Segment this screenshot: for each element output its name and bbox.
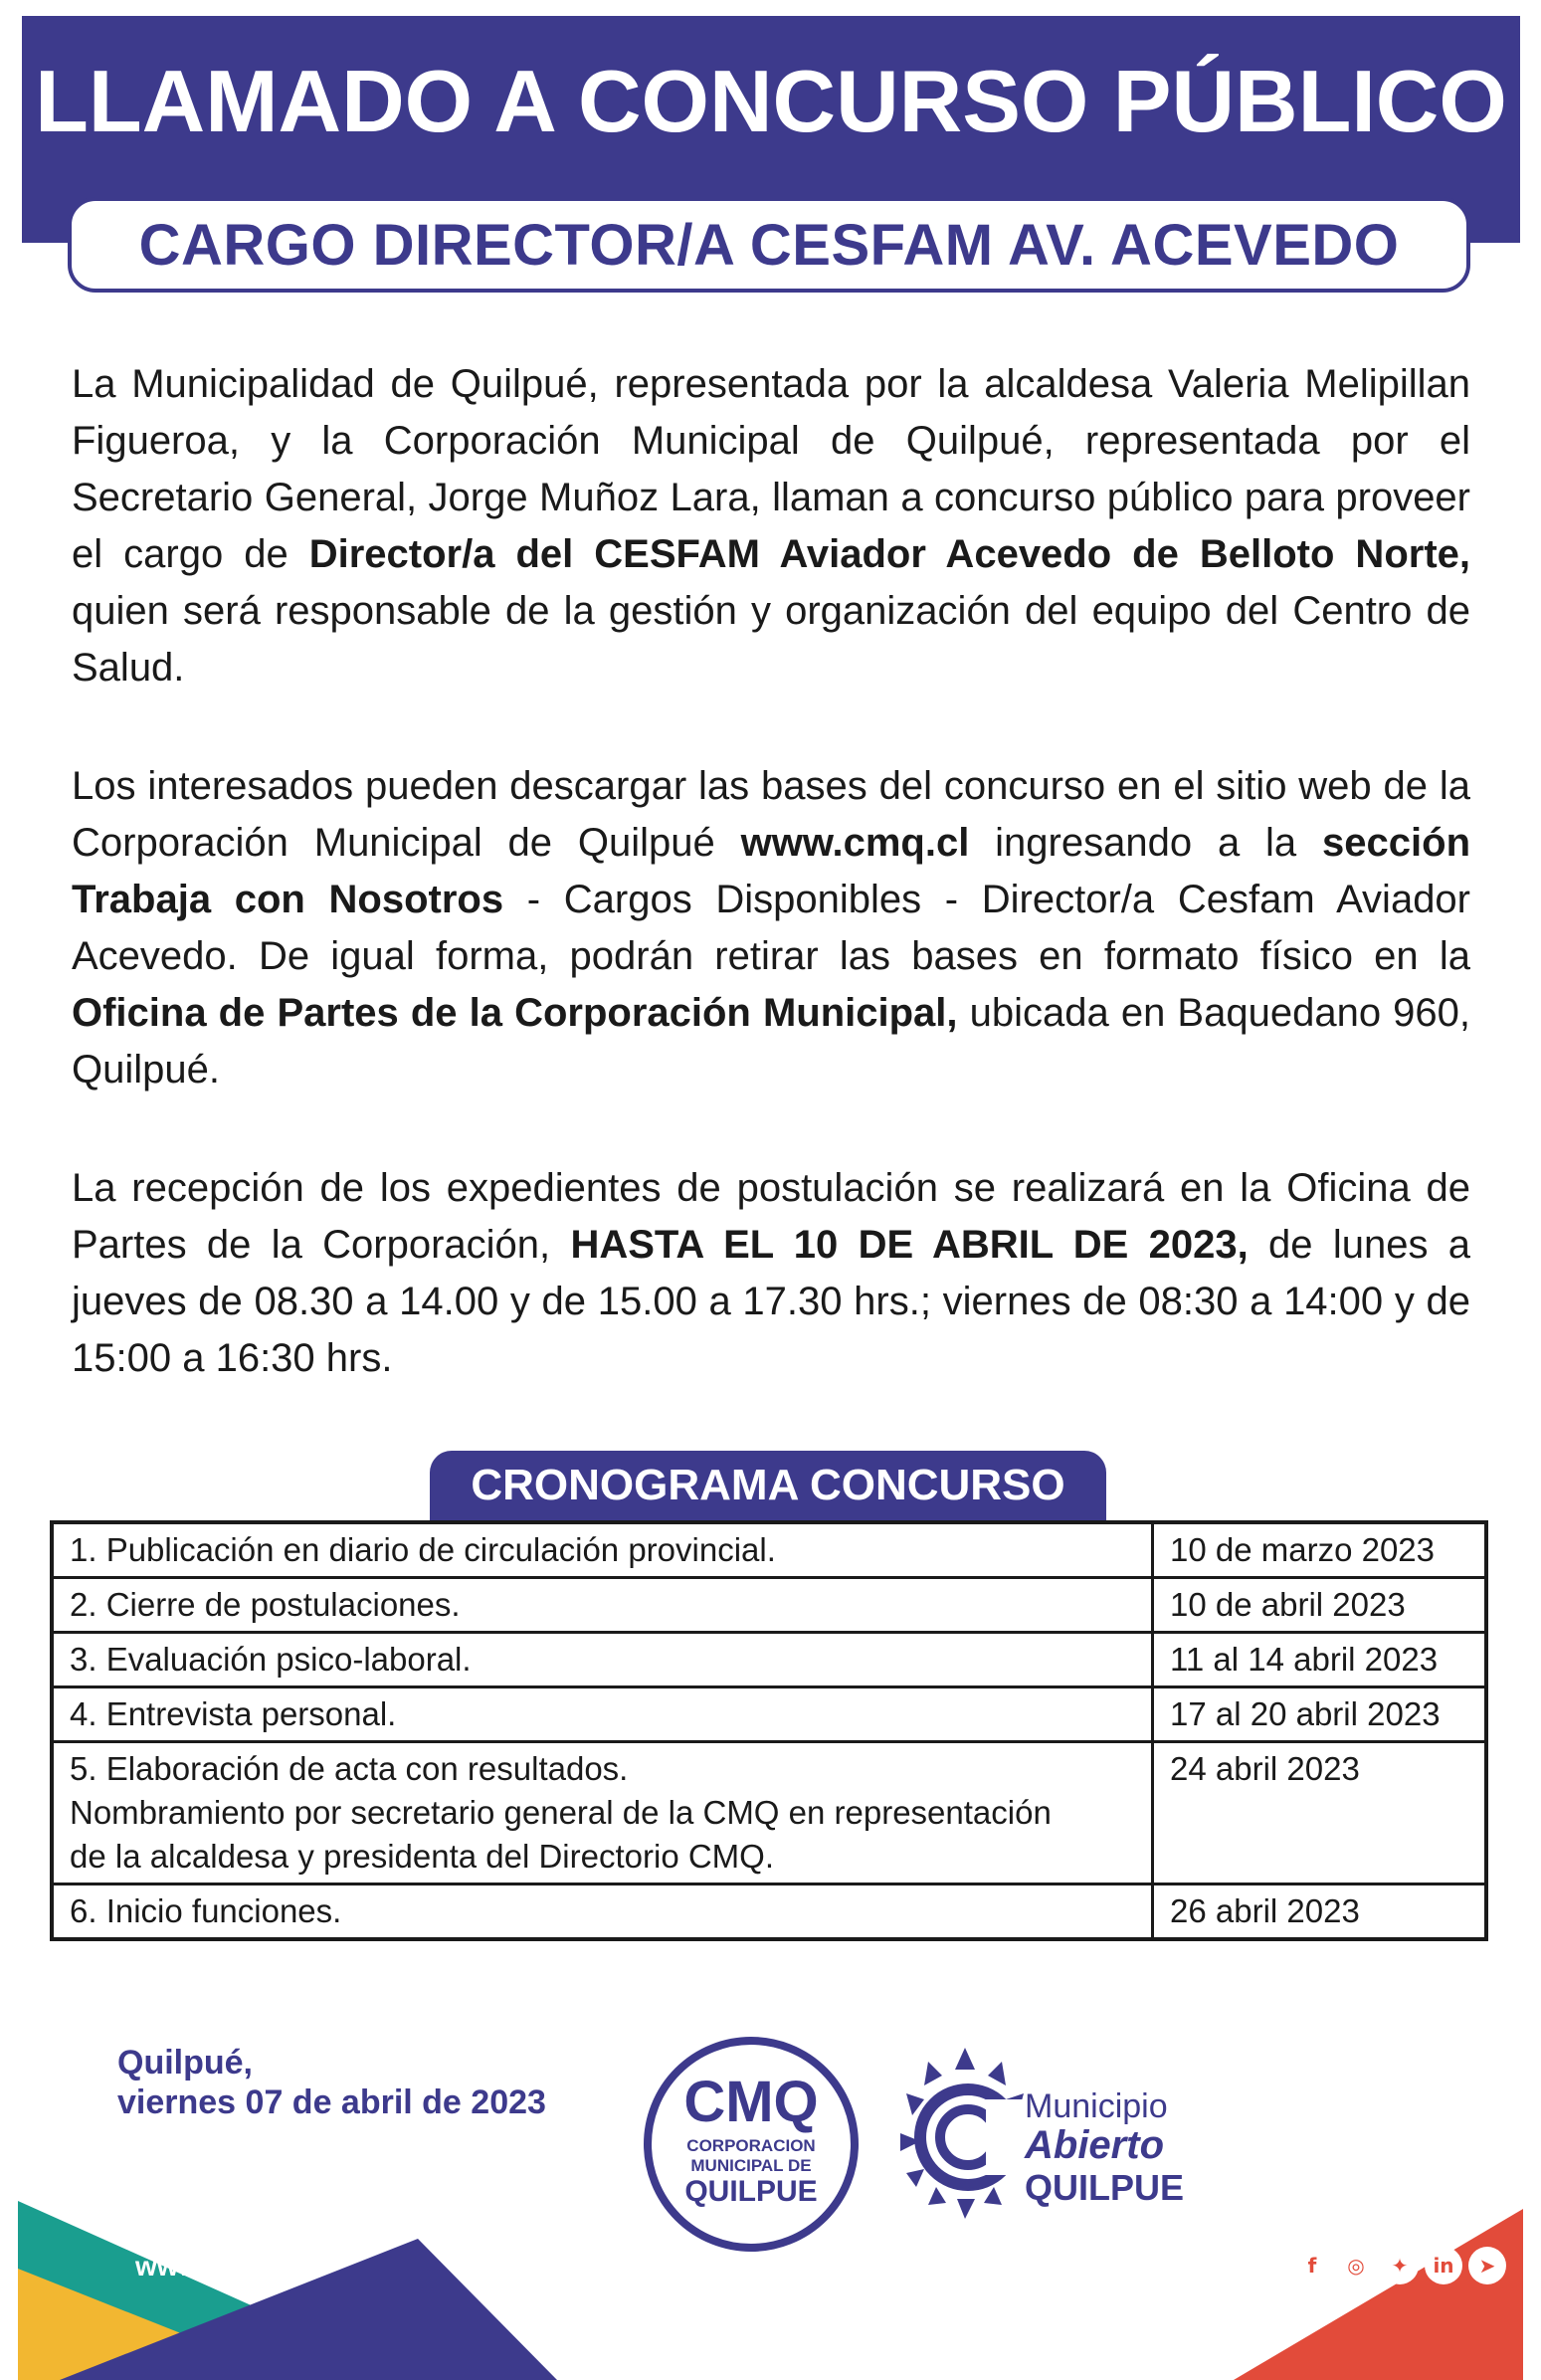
schedule-date: 24 abril 2023 (1153, 1742, 1487, 1884)
paragraph-text: ubicada en Baquedano 960, Quilpué. (72, 991, 1471, 1091)
schedule-title: CRONOGRAMA CONCURSO (471, 1461, 1065, 1509)
schedule-step (52, 1633, 1153, 1687)
paragraph-bold: HASTA EL 10 DE ABRIL DE 2023, (570, 1223, 1249, 1267)
cmq-logo-line1: CORPORACION (686, 2136, 816, 2155)
cursor-icon[interactable]: ➤ (1468, 2247, 1506, 2284)
cmq-logo-line3: QUILPUE (684, 2175, 818, 2208)
cmq-logo-mark: CMQ (683, 2070, 819, 2134)
linkedin-icon[interactable]: in (1425, 2247, 1462, 2284)
paragraph-text: La Municipalidad de Quilpué, representada por la alcaldesa Valeria Melipillan Figueroa, y la Corporación Municipal de Quilpué, representada por el Secretario General, Jorge Muñoz Lara, llaman a concurso público para proveer el cargo de (72, 362, 1470, 576)
page-title: LLAMADO A CONCURSO PÚBLICO (35, 52, 1507, 150)
paragraph-text: Los interesados pueden descargar las bases del concurso en el sitio web de la Corporación Municipal de Quilpué (72, 764, 1470, 865)
schedule-step (52, 1522, 1153, 1578)
schedule-step-line: 4. Entrevista personal. (70, 1695, 397, 1732)
schedule-row (52, 1884, 1486, 1940)
paragraph-bases (72, 758, 1470, 1098)
signature-date: viernes 07 de abril de 2023 (117, 2083, 546, 2121)
schedule-table (50, 1520, 1488, 1941)
schedule-row (52, 1578, 1486, 1633)
schedule-step (52, 1884, 1153, 1940)
schedule-row (52, 1742, 1486, 1884)
schedule-date: 10 de marzo 2023 (1153, 1522, 1487, 1578)
paragraph-reception (72, 1160, 1470, 1387)
schedule-step-line: 1. Publicación en diario de circulación provincial. (70, 1531, 776, 1568)
municipio-logo-line2: Abierto (1025, 2123, 1164, 2167)
municipio-logo-mark (890, 2030, 1040, 2229)
schedule-date: 17 al 20 abril 2023 (1153, 1687, 1487, 1742)
schedule-step-line: Nombramiento por secretario general de la CMQ en representación (70, 1794, 1052, 1831)
paragraph-text: de lunes a jueves de 08.30 a 14.00 y de 15.00 a 17.30 hrs.; viernes de 08:30 a 14:00 y de 15:00 a 16:30 hrs. (72, 1223, 1470, 1380)
paragraph-text: ingresando a la (969, 821, 1323, 865)
paragraph-intro (72, 356, 1470, 696)
footer-red-band (1234, 2209, 1523, 2380)
paragraph-bold: Oficina de Partes de la Corporación Municipal, (72, 991, 958, 1035)
schedule-step (52, 1578, 1153, 1633)
schedule-step-line: 2. Cierre de postulaciones. (70, 1586, 461, 1623)
website-link[interactable]: www.cmq.cl (740, 821, 970, 865)
schedule-step-line: 6. Inicio funciones. (70, 1892, 342, 1929)
page-subtitle: CARGO DIRECTOR/A CESFAM AV. ACEVEDO (138, 212, 1400, 278)
paragraph-text: La recepción de los expedientes de postulación se realizará en la Oficina de Partes de la Corporación, (72, 1166, 1470, 1267)
schedule-step-line: de la alcaldesa y presidenta del Directorio CMQ. (70, 1838, 775, 1875)
cmq-logo (637, 2030, 866, 2259)
footer-website[interactable]: www.cmq.cl (135, 2251, 295, 2281)
schedule-step (52, 1687, 1153, 1742)
schedule-row (52, 1522, 1486, 1578)
schedule-date: 26 abril 2023 (1153, 1884, 1487, 1940)
schedule-row (52, 1687, 1486, 1742)
facebook-icon[interactable]: f (1293, 2247, 1331, 2284)
subtitle-box (68, 197, 1470, 293)
schedule-step (52, 1742, 1153, 1884)
schedule-date: 10 de abril 2023 (1153, 1578, 1487, 1633)
municipio-logo-line1: Municipio (1025, 2087, 1168, 2125)
twitter-icon[interactable]: ✦ (1381, 2247, 1419, 2284)
schedule-date: 11 al 14 abril 2023 (1153, 1633, 1487, 1687)
paragraph-text: quien será responsable de la gestión y organización del equipo del Centro de Salud. (72, 589, 1470, 690)
schedule-step-line: 3. Evaluación psico-laboral. (70, 1641, 472, 1678)
paragraph-bold: sección Trabaja con Nosotros (72, 821, 1470, 921)
schedule-row (52, 1633, 1486, 1687)
schedule-step-line: 5. Elaboración de acta con resultados. (70, 1750, 629, 1787)
instagram-icon[interactable]: ◎ (1337, 2247, 1375, 2284)
cmq-logo-line2: MUNICIPAL DE (690, 2156, 812, 2175)
signature-place: Quilpué, (117, 2044, 253, 2082)
municipio-logo-line3: QUILPUE (1025, 2167, 1185, 2208)
paragraph-bold: Director/a del CESFAM Aviador Acevedo de Belloto Norte, (308, 532, 1470, 576)
paragraph-text: - Cargos Disponibles - Director/a Cesfam Aviador Acevedo. De igual forma, podrán retirar las bases en formato físico en la (72, 878, 1471, 978)
schedule-title-tab (430, 1451, 1106, 1520)
